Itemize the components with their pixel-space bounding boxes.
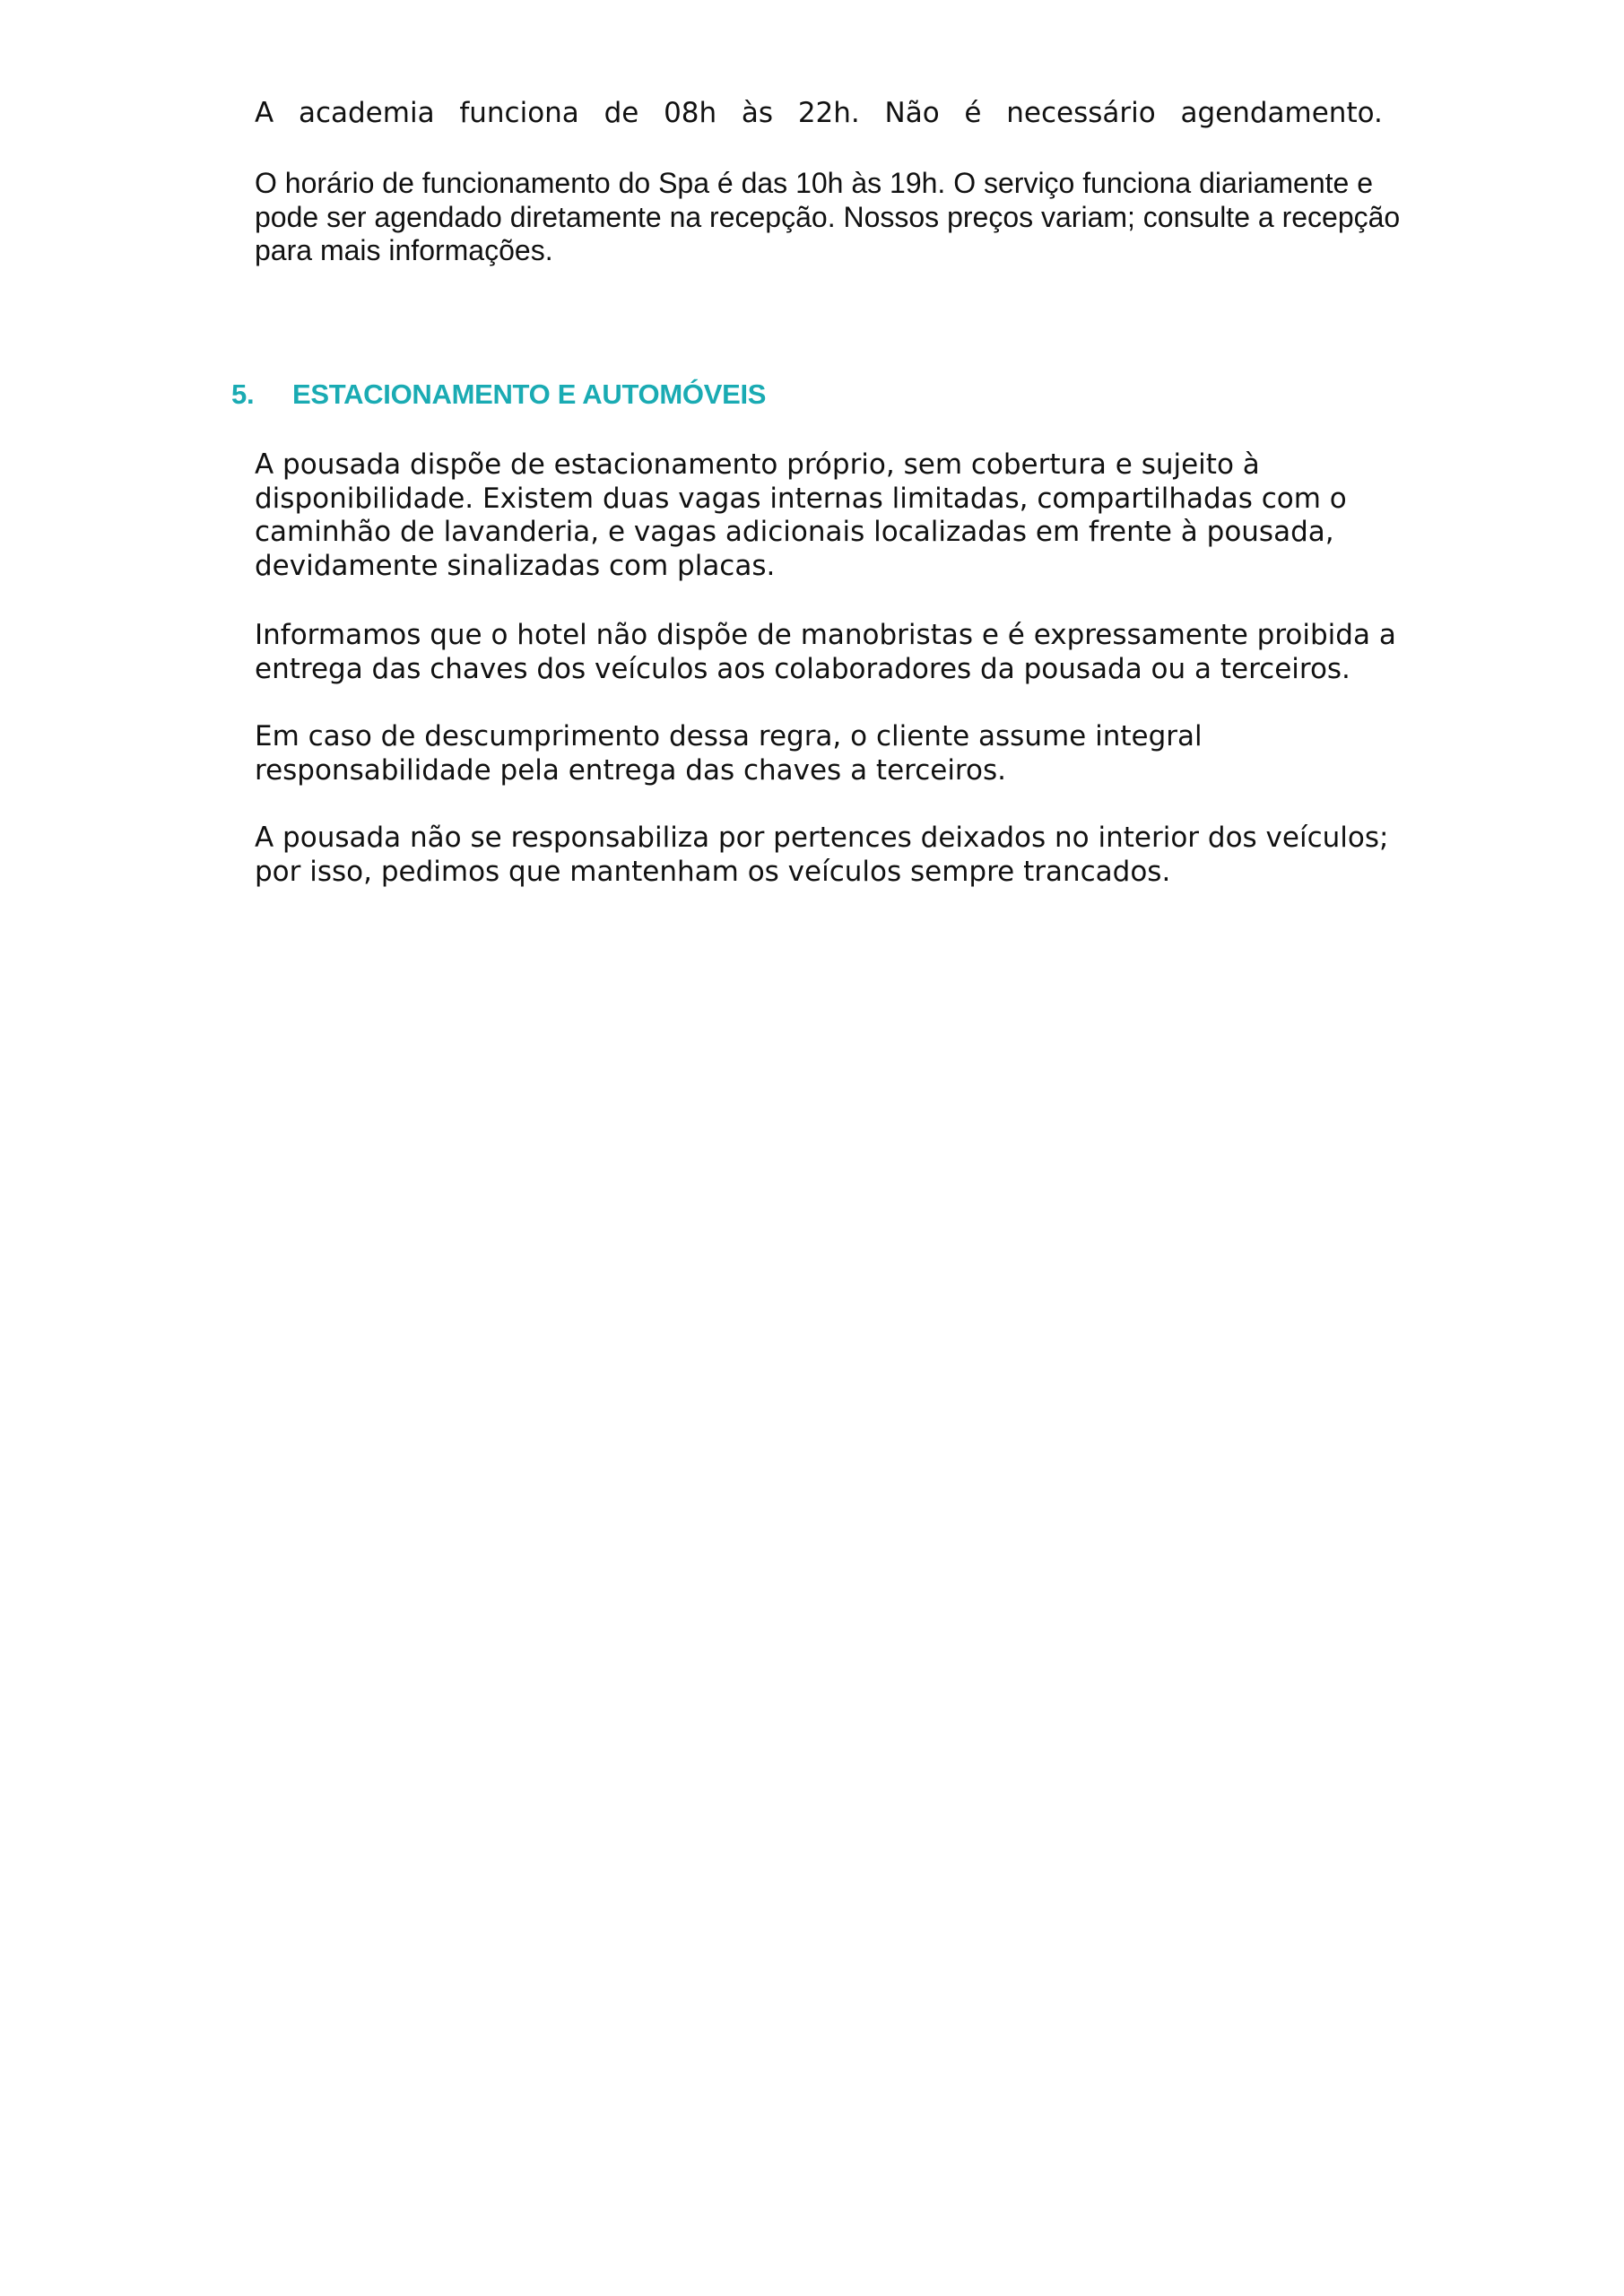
text-line: entrega das chaves dos veículos aos colaboradores da pousada ou a terceiros. — [255, 652, 1350, 685]
word: é — [964, 97, 982, 129]
text-line: por isso, pedimos que mantenham os veículos sempre trancados. — [255, 855, 1171, 888]
text-line: responsabilidade pela entrega das chaves a terceiros. — [255, 753, 1006, 787]
word: necessário — [1006, 97, 1156, 129]
text-line: caminhão de lavanderia, e vagas adicionais localizadas em frente à pousada, — [255, 516, 1334, 548]
text-line: Informamos que o hotel não dispõe de manobristas e é expressamente proibida a — [255, 619, 1396, 651]
section-number: 5. — [231, 378, 255, 410]
text-line: devidamente sinalizadas com placas. — [255, 549, 776, 582]
word: funciona — [459, 97, 579, 129]
word: Não — [884, 97, 940, 129]
word: agendamento. — [1180, 97, 1383, 129]
gym-hours-paragraph — [255, 97, 1383, 131]
spa-hours-paragraph — [255, 167, 1401, 268]
text-line: para mais informações. — [255, 234, 553, 266]
word: de — [604, 97, 639, 129]
text-line: Em caso de descumprimento dessa regra, o cliente assume integral — [255, 720, 1203, 752]
word: 08h — [664, 97, 717, 129]
word: às — [741, 97, 774, 129]
parking-paragraph — [255, 448, 1383, 583]
word: academia — [298, 97, 435, 129]
word: A — [255, 97, 274, 129]
belongings-paragraph — [255, 822, 1389, 889]
gym-hours-line — [255, 97, 1383, 131]
word: 22h. — [797, 97, 860, 129]
text-line: disponibilidade. Existem duas vagas internas limitadas, compartilhadas com o — [255, 482, 1347, 515]
text-line: O horário de funcionamento do Spa é das 10h às 19h. O serviço funciona diariamente e — [255, 167, 1373, 199]
text-line: A pousada não se responsabiliza por pertences deixados no interior dos veículos; — [255, 822, 1389, 854]
text-line: pode ser agendado diretamente na recepção. Nossos preços variam; consulte a recepção — [255, 200, 1401, 233]
section-title: ESTACIONAMENTO E AUTOMÓVEIS — [292, 378, 767, 410]
responsibility-paragraph — [255, 720, 1383, 787]
text-line: A pousada dispõe de estacionamento próprio, sem cobertura e sujeito à — [255, 448, 1260, 481]
section-heading — [231, 378, 766, 412]
valet-paragraph — [255, 619, 1396, 686]
